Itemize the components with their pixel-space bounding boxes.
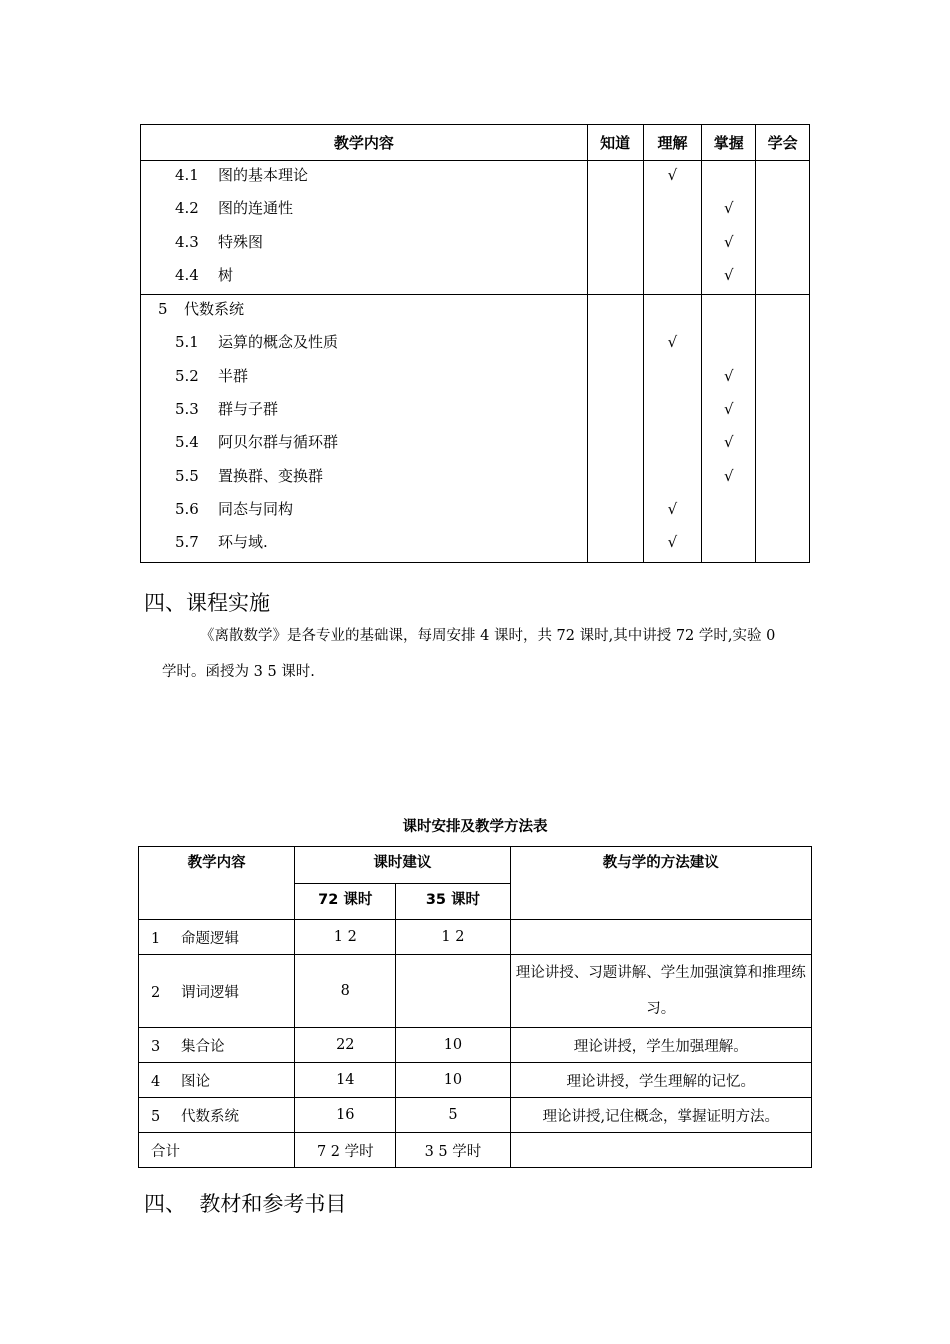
empty-cell: [644, 295, 702, 328]
topic-number: 4.4: [175, 265, 199, 284]
check-mark: √: [723, 232, 734, 251]
topic-line: [141, 228, 587, 261]
objectives-header-row: [141, 125, 810, 161]
group4-master: [702, 161, 756, 295]
check-mark: √: [667, 333, 678, 352]
topic-line: [141, 395, 587, 428]
topic-title: 图的连通性: [218, 199, 294, 218]
header-method: 教与学的方法建议: [510, 847, 811, 920]
header-understand: 理解: [643, 125, 702, 161]
row-method: [510, 920, 811, 955]
topic-line: [141, 194, 587, 227]
topic-line: [141, 462, 587, 495]
group5-master: [702, 295, 756, 562]
check-mark: [588, 495, 643, 528]
topic-line: [141, 362, 587, 395]
total-label: 合计: [139, 1133, 295, 1168]
total-row: [139, 1133, 812, 1168]
check-mark: √: [667, 499, 678, 518]
row-number: 3: [151, 1038, 161, 1055]
header-72-hours: 72 课时: [295, 883, 396, 920]
check-mark: [756, 362, 809, 395]
check-mark: [756, 194, 809, 227]
empty-cell: [702, 295, 755, 328]
table-row: [139, 920, 812, 955]
topic-title: 运算的概念及性质: [218, 333, 339, 352]
table-row: [139, 955, 812, 1028]
row-name: 谓词逻辑: [181, 984, 239, 1001]
header-master: 掌握: [702, 125, 756, 161]
row-name: 命题逻辑: [181, 930, 239, 947]
header-hours: 课时建议: [295, 847, 510, 884]
row-method: 理论讲授、习题讲解、学生加强演算和推理练习。: [510, 955, 811, 1028]
check-mark: [644, 462, 702, 495]
check-mark: [756, 228, 809, 261]
check-mark: √: [723, 400, 734, 419]
row-72: 22: [295, 1028, 396, 1063]
topic-number: 4.1: [175, 166, 199, 184]
row-number: 4: [151, 1073, 161, 1090]
header-know: 知道: [587, 125, 643, 161]
row-content: [139, 920, 295, 955]
row-number: 1: [151, 930, 161, 947]
total-35: 3 5 学时: [396, 1133, 510, 1168]
row-content: [139, 955, 295, 1028]
check-mark: [588, 362, 643, 395]
schedule-header-row: [139, 847, 812, 884]
chapter-line: [141, 295, 587, 328]
topic-line: [141, 528, 587, 561]
group5-learn: [756, 295, 810, 562]
row-content: [139, 1063, 295, 1098]
topic-number: 4.2: [175, 199, 199, 218]
check-mark: [644, 194, 702, 227]
chapter-number: 5: [158, 300, 168, 319]
check-mark: [644, 428, 702, 461]
header-35-hours: 35 课时: [396, 883, 510, 920]
check-mark: [644, 362, 702, 395]
topic-number: 5.1: [175, 333, 199, 352]
topic-line: [141, 261, 587, 294]
header-content: 教学内容: [141, 125, 588, 161]
row-content: [139, 1028, 295, 1063]
row-content: [139, 1098, 295, 1133]
check-mark: [644, 228, 702, 261]
group5-content: [141, 295, 588, 562]
topic-line: [141, 328, 587, 361]
check-mark: [756, 462, 809, 495]
row-number: 5: [151, 1108, 161, 1125]
topic-line: [141, 428, 587, 461]
topic-number: 5.2: [175, 366, 199, 385]
topic-line: [141, 161, 587, 194]
check-mark: [756, 528, 809, 561]
group4-understand: [643, 161, 702, 295]
topic-number: 5.4: [175, 433, 199, 452]
check-mark: [644, 395, 702, 428]
objectives-table: [140, 124, 810, 563]
topic-title: 树: [218, 265, 234, 284]
row-35: 1 2: [396, 920, 510, 955]
check-mark: [588, 261, 643, 294]
check-mark: [756, 428, 809, 461]
check-mark: [644, 261, 702, 294]
check-mark: √: [723, 199, 734, 218]
check-mark: [756, 161, 809, 194]
implementation-paragraph: [162, 618, 822, 690]
check-mark: √: [723, 366, 734, 385]
row-35: 10: [396, 1063, 510, 1098]
empty-cell: [588, 295, 643, 328]
section-heading-textbooks: 四、 教材和参考书目: [144, 1192, 347, 1216]
group4-learn: [756, 161, 810, 295]
row-name: 代数系统: [181, 1108, 239, 1125]
row-72: 16: [295, 1098, 396, 1133]
check-mark: √: [723, 433, 734, 452]
row-72: 1 2: [295, 920, 396, 955]
row-35: 10: [396, 1028, 510, 1063]
row-35: 5: [396, 1098, 510, 1133]
topic-title: 阿贝尔群与循环群: [218, 433, 339, 452]
topic-title: 群与子群: [218, 400, 279, 419]
empty-cell: [756, 295, 809, 328]
check-mark: [756, 328, 809, 361]
table-caption: 课时安排及教学方法表: [402, 819, 548, 835]
objectives-group-4: [141, 161, 810, 295]
topic-title: 置换群、变换群: [218, 466, 324, 485]
check-mark: [588, 161, 643, 194]
paragraph-line: 学时。函授为 3 5 课时.: [162, 664, 315, 680]
check-mark: [756, 495, 809, 528]
group4-know: [587, 161, 643, 295]
group4-content: [141, 161, 588, 295]
row-method: 理论讲授,记住概念，掌握证明方法。: [510, 1098, 811, 1133]
topic-title: 半群: [218, 366, 249, 385]
check-mark: [588, 428, 643, 461]
row-name: 图论: [181, 1073, 210, 1090]
total-method: [510, 1133, 811, 1168]
check-mark: [588, 228, 643, 261]
topic-line: [141, 495, 587, 528]
table-row: [139, 1028, 812, 1063]
row-name: 集合论: [181, 1038, 225, 1055]
topic-title: 图的基本理论: [218, 166, 309, 184]
topic-title: 同态与同构: [218, 499, 294, 518]
topic-number: 5.7: [175, 533, 199, 552]
check-mark: [588, 395, 643, 428]
check-mark: √: [723, 466, 734, 485]
topic-title: 特殊图: [218, 232, 264, 251]
group5-understand: [643, 295, 702, 562]
check-mark: [702, 328, 755, 361]
group5-know: [587, 295, 643, 562]
total-72: 7 2 学时: [295, 1133, 396, 1168]
topic-number: 5.3: [175, 400, 199, 419]
table-row: [139, 1098, 812, 1133]
row-35: [396, 955, 510, 1028]
check-mark: [702, 495, 755, 528]
check-mark: [756, 261, 809, 294]
row-number: 2: [151, 984, 161, 1001]
topic-number: 5.6: [175, 499, 199, 518]
topic-number: 5.5: [175, 466, 199, 485]
section-heading-implementation: 四、课程实施: [144, 591, 270, 615]
topic-number: 4.3: [175, 232, 199, 251]
row-72: 8: [295, 955, 396, 1028]
check-mark: [702, 528, 755, 561]
chapter-title: 代数系统: [184, 300, 245, 319]
header-learn: 学会: [756, 125, 810, 161]
table-row: [139, 1063, 812, 1098]
check-mark: √: [667, 166, 678, 184]
check-mark: [588, 194, 643, 227]
row-method: 理论讲授，学生理解的记忆。: [510, 1063, 811, 1098]
check-mark: [588, 528, 643, 561]
header-content: 教学内容: [139, 847, 295, 920]
objectives-group-5: [141, 295, 810, 562]
check-mark: [588, 462, 643, 495]
paragraph-line: 《离散数学》是各专业的基础课，每周安排 4 课时，共 72 课时,其中讲授 72 学时,实验 0: [200, 628, 776, 644]
row-method: 理论讲授，学生加强理解。: [510, 1028, 811, 1063]
row-72: 14: [295, 1063, 396, 1098]
check-mark: [588, 328, 643, 361]
check-mark: [756, 395, 809, 428]
check-mark: √: [723, 265, 734, 284]
check-mark: [702, 161, 755, 194]
topic-title: 环与域.: [218, 533, 268, 552]
check-mark: √: [667, 533, 678, 552]
schedule-table: [138, 846, 812, 1168]
